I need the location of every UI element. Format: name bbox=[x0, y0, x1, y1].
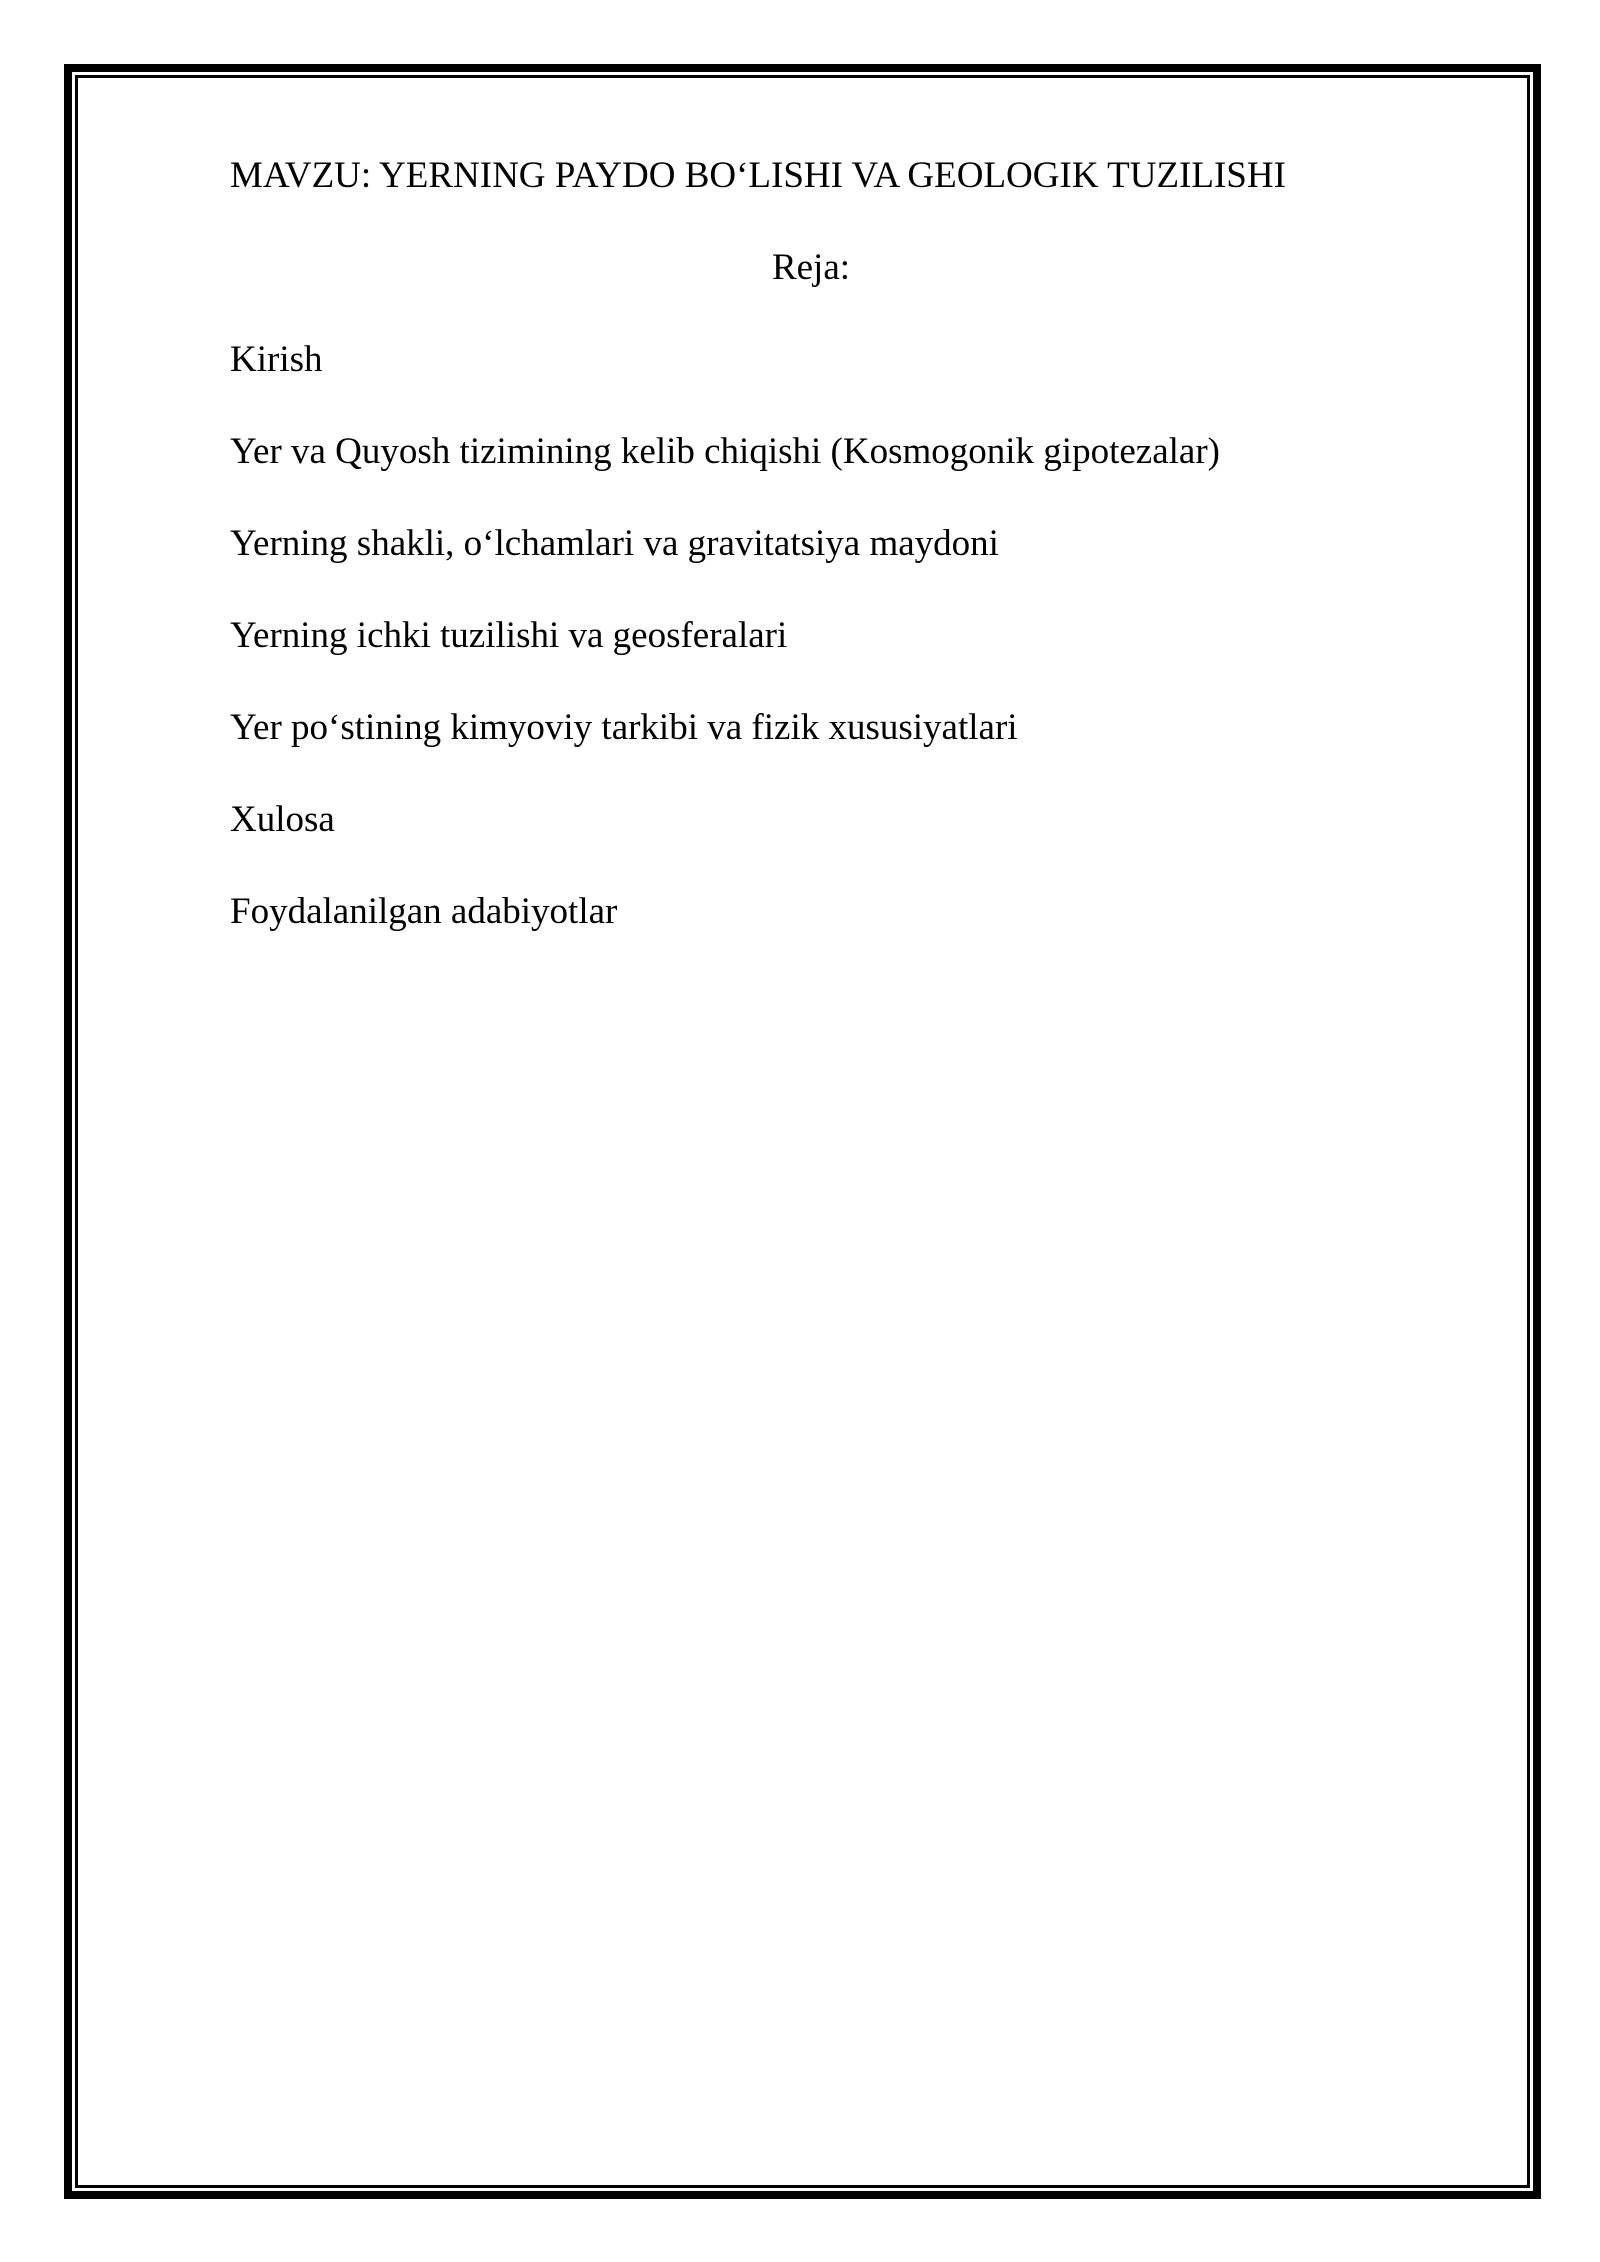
plan-item-crust-composition: Yer po‘stining kimyoviy tarkibi va fizik xususiyatlari bbox=[230, 707, 1018, 748]
plan-item-conclusion: Xulosa bbox=[230, 799, 335, 840]
plan-item-introduction: Kirish bbox=[230, 339, 323, 380]
plan-item-references: Foydalanilgan adabiyotlar bbox=[230, 891, 618, 932]
plan-list bbox=[230, 334, 1430, 938]
plan-heading: Reja: bbox=[771, 247, 851, 288]
document-title: MAVZU: YERNING PAYDO BO‘LISHI VA GEOLOGIK TUZILISHI bbox=[230, 155, 1286, 196]
plan-item-solar-system-origin: Yer va Quyosh tizimining kelib chiqishi (Kosmogonik gipotezalar) bbox=[230, 431, 1220, 472]
plan-item-earth-shape: Yerning shakli, o‘lchamlari va gravitatsiya maydoni bbox=[230, 523, 999, 564]
plan-item-internal-structure: Yerning ichki tuzilishi va geosferalari bbox=[230, 615, 788, 656]
document-content bbox=[230, 150, 1430, 978]
